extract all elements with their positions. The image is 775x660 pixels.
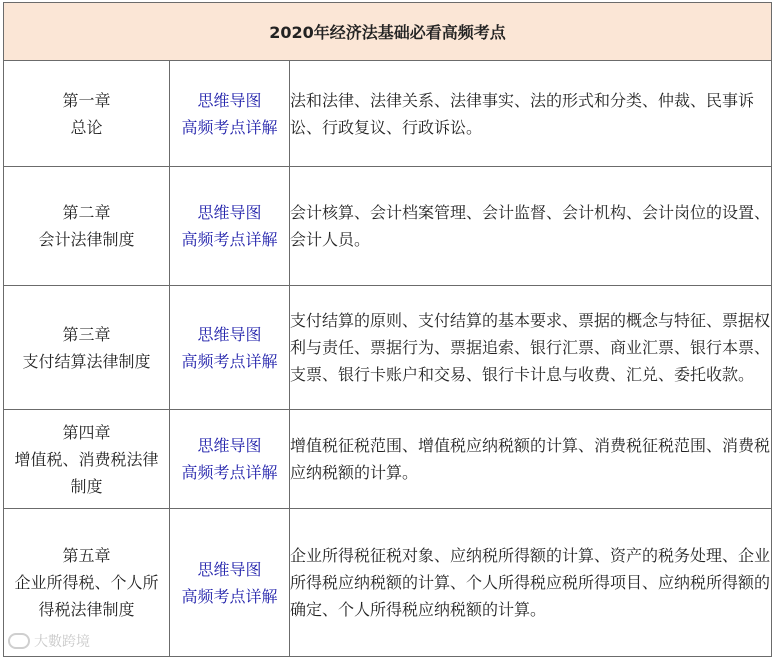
key-points-detail-link[interactable]: 高频考点详解 bbox=[181, 463, 278, 482]
chapter-name: 会计法律制度 bbox=[38, 230, 135, 249]
table-row bbox=[4, 167, 772, 286]
links-cell bbox=[170, 509, 290, 657]
links-cell bbox=[170, 410, 290, 509]
chapter-name: 增值税、消费税法律 bbox=[14, 449, 159, 469]
chapter-name: 支付结算法律制度 bbox=[22, 351, 151, 371]
key-points-detail-link[interactable]: 高频考点详解 bbox=[181, 230, 278, 249]
links-cell bbox=[170, 286, 290, 410]
chapter-cell bbox=[4, 167, 170, 286]
key-points-detail-link[interactable]: 高频考点详解 bbox=[181, 117, 278, 137]
table-row bbox=[4, 286, 772, 410]
mind-map-link[interactable]: 思维导图 bbox=[197, 436, 262, 455]
chapter-number: 第二章 bbox=[62, 203, 111, 222]
topics-cell: 增值税征税范围、增值税应纳税额的计算、消费税征税范围、消费税应纳税额的计算。 bbox=[290, 410, 772, 509]
chapter-cell bbox=[4, 286, 170, 410]
topics-cell: 会计核算、会计档案管理、会计监督、会计机构、会计岗位的设置、会计人员。 bbox=[290, 167, 772, 286]
table-row bbox=[4, 410, 772, 509]
chapter-cell bbox=[4, 410, 170, 509]
chapter-number: 第一章 bbox=[62, 90, 111, 110]
chapter-name: 总论 bbox=[70, 117, 103, 137]
key-points-detail-link[interactable]: 高频考点详解 bbox=[181, 351, 278, 371]
chapter-number: 第三章 bbox=[62, 324, 111, 344]
mind-map-link[interactable]: 思维导图 bbox=[197, 203, 262, 222]
watermark bbox=[8, 631, 90, 651]
mind-map-link[interactable]: 思维导图 bbox=[197, 324, 262, 344]
watermark-text: 大數跨境 bbox=[34, 634, 90, 650]
links-cell bbox=[170, 61, 290, 167]
chapter-number: 第五章 bbox=[62, 546, 111, 565]
topics-cell: 企业所得税征税对象、应纳税所得额的计算、资产的税务处理、企业所得税应纳税额的计算、个人所得税应税所得项目、应纳税所得额的确定、个人所得税应纳税额的计算。 bbox=[290, 509, 772, 657]
topics-cell: 支付结算的原则、支付结算的基本要求、票据的概念与特征、票据权利与责任、票据行为、票据追索、银行汇票、商业汇票、银行本票、支票、银行卡账户和交易、银行卡计息与收费、汇兑、委托收款。 bbox=[290, 286, 772, 410]
links-cell bbox=[170, 167, 290, 286]
mind-map-link[interactable]: 思维导图 bbox=[197, 559, 262, 579]
watermark-logo-icon bbox=[8, 633, 30, 649]
table-row bbox=[4, 509, 772, 657]
key-points-table bbox=[3, 2, 772, 657]
chapter-cell bbox=[4, 61, 170, 167]
mind-map-link[interactable]: 思维导图 bbox=[197, 90, 262, 110]
table-row bbox=[4, 61, 772, 167]
table-title: 2020年经济法基础必看高频考点 bbox=[4, 3, 772, 61]
key-points-detail-link[interactable]: 高频考点详解 bbox=[181, 586, 278, 606]
chapter-name: 企业所得税、个人所 bbox=[14, 573, 159, 592]
chapter-number: 第四章 bbox=[62, 422, 111, 442]
chapter-name-cont: 制度 bbox=[70, 476, 103, 496]
topics-cell: 法和法律、法律关系、法律事实、法的形式和分类、仲裁、民事诉讼、行政复议、行政诉讼。 bbox=[290, 61, 772, 167]
chapter-name-cont: 得税法律制度 bbox=[38, 600, 135, 619]
